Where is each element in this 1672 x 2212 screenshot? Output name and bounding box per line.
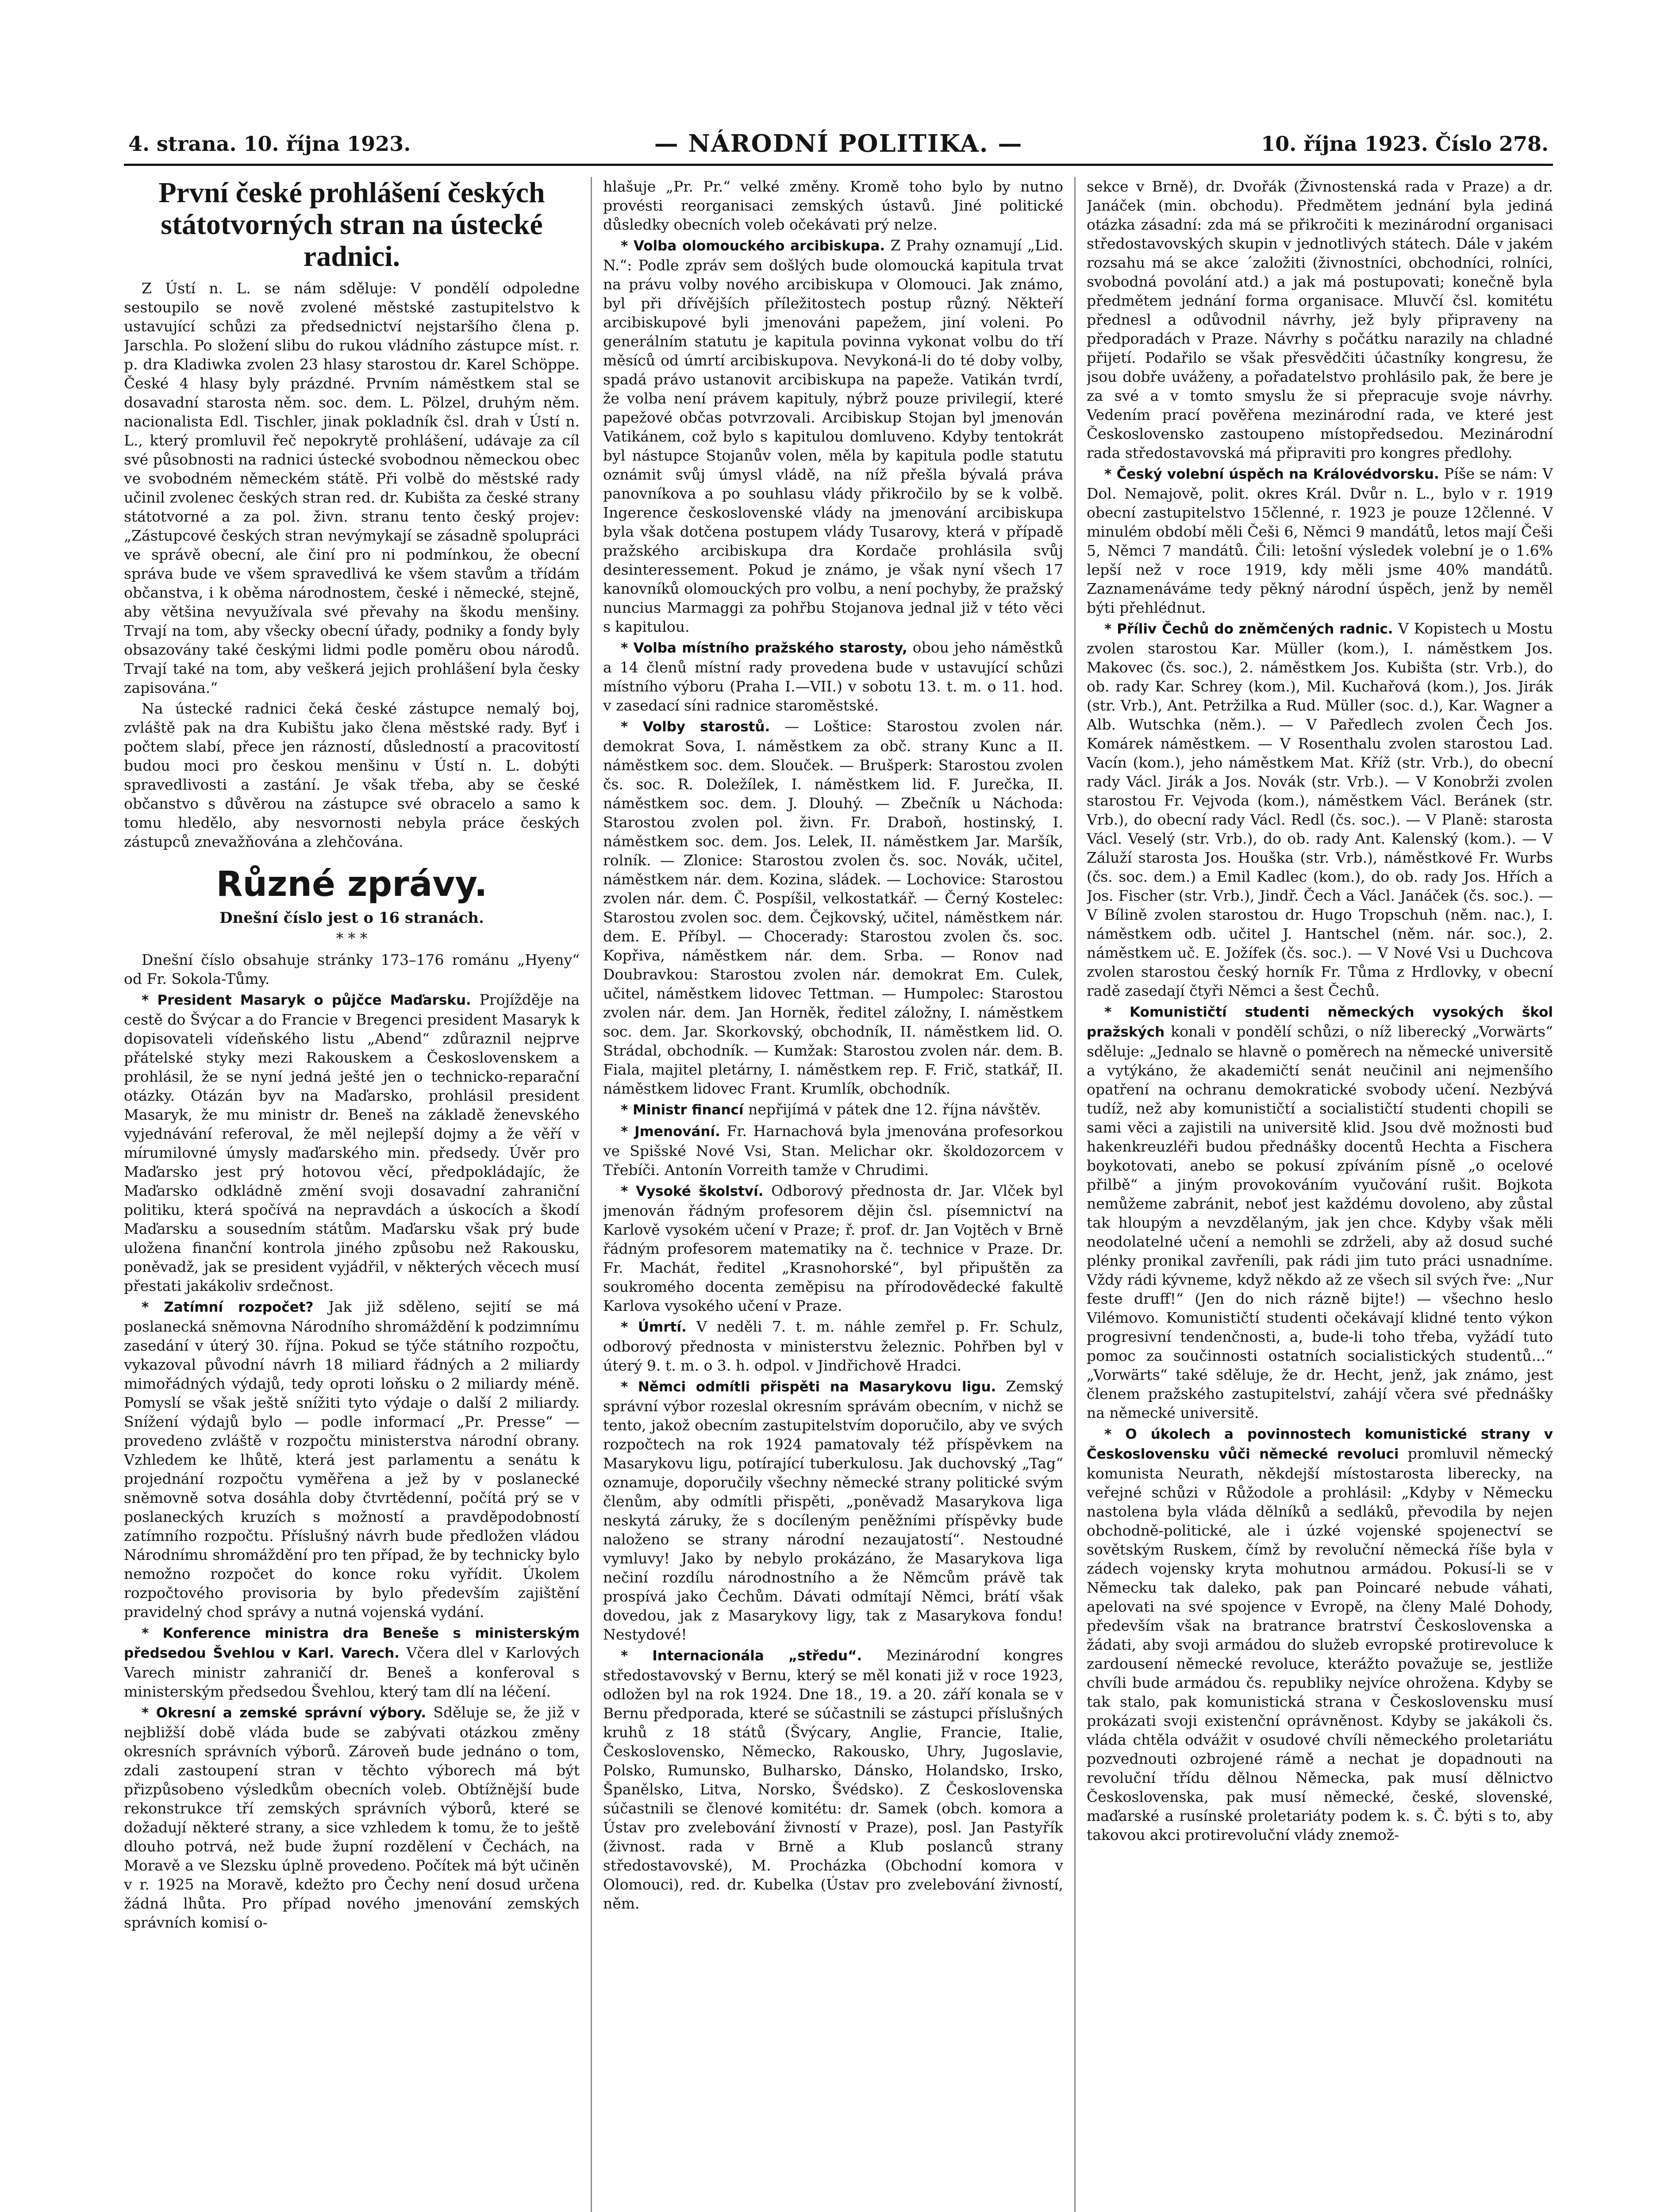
news-item-text: promluvil německý komunista Neurath, někdejší místostarosta libereckу, na veřejné schůzi v Růžodole a prohlásil: „Kdyby v Německu nastolena byla vláda dělníků a sedláků, převodila by nejen obchodně-politické, ale i úzké vojenské spojenectví se sovětským Ruskem, čímž by revoluční německá říše byla v zádech vojensky kryta mohutnou armádou. Pokusí-li se v Německu tak daleko, pak pan Poincaré nebude váhati, apelovati na své spojence v Evropě, na členy Malé Dohody, především však na bratrance bratrství Československa a žádati, aby svoji armádou do služeb evropské protirevoluce k zardousení německé revoluce, kterážto považuje se, jestliže chvíli bude armádou čs. republiky nejvíce ohrožena. Kdyby se tak stalo, pak komunistická strana v Československu musí prokázati svoji existenční oprávněnost. Kdyby se jakákoli čs. vláda chtěla odvážit v osudové chvíli německého proletariátu pozvednouti ozbrojené rámě a nechat je dopadnouti na revoluční třídu dělnou Německa, pak musí dělnictvo Československa, pak musí německé, české, slovenské, maďarské a rusínské proletariáty podem k. s. Č. býti s to, aby takovou akci protirevoluční vlády znemož- xyxy=(1087,1445,1553,1843)
news-item: sekce v Brně), dr. Dvořák (Živnostenská rada v Praze) a dr. Janáček (min. obchodu). Předmětem jednání byla jediná otázka zásadní: zda má se přikročiti k mezinárodní organisaci středostavovských skupin v jednotlivých státech. Dále v jakém rozsahu má se akce ´založiti (živnostníci, obchodníci, rolníci, svobodná povolání atd.) a jak má postupovati; konečně byla předmětem jednání forma organisace. Mluvčí čsl. komitétu přednesl a odůvodnil návrhy, jež byly připraveny na předporadách v Praze. Návrhy s počátku narazily na chladné přijetí. Podařilo se však přesvědčiti účastníky kongresu, že jsou dobře uváženy, a pořadatelstvo prohlásilo pak, že bere je za své a v tomto smyslu že si přepracuje svoje návrhy. Vedením prací pověřena mezinárodní rada, ve které jest Československo zastoupeno místopředsedou. Mezinárodní rada středostavovská má připraviti pro kongres předlohy. xyxy=(1087,178,1553,461)
column-3 xyxy=(1087,177,1553,2212)
news-item-text: Sděluje se, že již v nejbližší době vláda bude se zabývati otázkou změny okresních správních výborů. Zároveň bude jednáno o tom, zdali zastoupení stran v těchto výborech má být přizpůsobeno výsledkům obecních voleb. Obtížnější bude rekonstrukce tří zemských správních výborů, které se dožadují některé strany, a sice vzhledem k tomu, že to ještě dlouho potrvá, než bude župní rozdělení v Čechách, na Moravě a ve Slezsku úplně provedeno. Počítek má být učiněn v r. 1925 na Moravě, kdežto pro Čechy není dosud určena žádná lhůta. Pro případ nového jmenování zemských správních komisí o- xyxy=(124,1704,580,1931)
news-item xyxy=(603,638,1063,715)
issue-date-number: 10. října 1923. Číslo 278. xyxy=(1261,132,1549,156)
news-item-text: Zemský správní výbor rozeslal okresním správám obecním, v nichž se tento, jakož obecním zastupitelstvím doporučilo, aby ve svých rozpočtech na rok 1924 pamatovaly též příspěvkem na Masarykovu ligu, potírající tuberkulosu. Jak duchovský „Tag“ oznamuje, doporučily všechny německé strany politické svým členům, aby odmítli přispěti, „poněvadž Masarykova liga neskytá záruky, že s docíleným peněžními příspěvky bude naloženo se strany národní nezaujatostí“. Nestoudné vymluvy! Jako by nebylo prokázáno, že Masarykova liga nečiní rozdílu národnostního a že Němcům právě tak prospívá jako Čechům. Dávati odmítají Němci, brátí však dovedou, jak z Masarykovy ligy, tak z Masarykova fondu! Nestydové! xyxy=(603,1378,1063,1643)
news-item xyxy=(603,1181,1063,1315)
news-item xyxy=(603,717,1063,1098)
news-item-text: Projížděje na cestě do Švýcar a do Francie v Bregenci president Masaryk k dopisovateli vídeňského listu „Abend“ zdůraznil nejprve přátelské styky mezi Rakouskem a Československem a prohlásil, že se nyní jedná ješté jen o technicko-reparační otázky. Otázán byv na Maďarsko, prohlásil president Masaryk, že mu ministr dr. Beneš na základě ženevského vyjednávání referoval, že měl nejlepší dojmy a že věří v mírumilovné úmysly maďarského min. předsedy. Úvěr pro Maďarsko jest prý hotovou věcí, předpokládajíc, že Maďarsko odkládně změní svoji dosavadní zahraniční politiku, která spočívá na nepravdách a úskocích a škodí Maďarsku a sousedním státům. Maďarsku však prý bude uložena finanční kontrola jiného způsobu než Rakousku, poněvadž, jak se president vyjádřil, v některých věcech musí přestati jakákoliv srdečnost. xyxy=(124,991,580,1294)
article-headline: První české prohlášení českých státotvorných stran na ústecké radnici. xyxy=(158,177,545,273)
news-item-text: Z Prahy oznamují „Lid. N.“: Podle zpráv sem došlých bude olomoucká kapitula trvat na právu volby nového arcibiskupa v Olomouci. Jak známo, byl při dřívějších příležitostech postup různý. Někteří arcibiskupové byli jmenováni papežem, jiní voleni. Po generálním statutu je kapitula povinna vykonat volbu do tří měsíců od úmrtí arcibiskupova. Nevykoná-li do té doby volby, spadá právo ustanovit arcibiskupa na papeže. Vatikán tvrdí, že volba není právem kapituly, nýbrž pouze privilegií, které papežové občas potvrzovali. Arcibiskup Stojan byl jmenován Vatikánem, což bylo s kapitulou domluveno. Kdyby tentokrát byl nástupce Stojanův volen, měla by kapitula podle statutu oznámit svůj úmysl vládě, na níž přešla bývalá práva panovníkova a po souhlasu vlády přikročilo by se k volbě. Ingerence československé vlády na jmenování arcibiskupa byla však dotčena postupem vlády Tusarovy, která v případě pražského arcibiskupa dra Kordače prohlásila svůj desinteressement. Pokud je známo, je však nyní všech 17 kanovníků olomouckých pro volbu, a není pochyby, že pražský nuncius Marmaggi za pohřbu Stojanova jednal již v této věci s kapitulou. xyxy=(603,237,1063,635)
news-item-heading: * President Masaryk o půjčce Maďarsku. xyxy=(142,992,471,1008)
news-item: Dnešní číslo obsahuje stránky 173–176 románu „Hyeny“ od Fr. Sokola-Tůmy. xyxy=(124,951,580,987)
news-item-heading: * Český volební úspěch na Královédvorsku. xyxy=(1104,466,1439,482)
article-paragraph: Na ústecké radnici čeká české zástupce nemalý boj, zvláště pak na dra Kubištu jako člena městské rady. Byť i počtem slabí, přece jen rázností, důsledností a pracovitostí budou moci pro českou menšinu v Ústí n. L. dobýti spravedlivosti a zastání. Je však třeba, aby se české občanstvo s důvěrou na zástupce své obracelo a samo k tomu hledělo, aby nesvornosti nebyla práce českých zástupců znevažňována a zlehčována. xyxy=(124,700,580,850)
column-2 xyxy=(603,177,1063,2212)
news-item-heading: * Internacionála „středu“. xyxy=(621,1648,862,1664)
news-item xyxy=(603,1121,1063,1179)
news-item-text: Mezinárodní kongres středostavovský v Bernu, který se měl konati již v roce 1923, odložen byl na rok 1924. Dne 18., 19. a 20. září konala se v Bernu předporada, které se súčastnili se zástupci příslušných kruhů z 18 států (Švýcary, Anglie, Francie, Italie, Československo, Německo, Rakousko, Uhry, Jugoslavie, Polsko, Rumunsko, Bulharsko, Dánsko, Holandsko, Irsko, Španělsko, Litva, Norsko, Švédsko). Z Československa súčastnili se členové komitétu: dr. Samek (obch. komora a Ústav pro zvelebování živností v Praze), posl. Jan Pastyřík (živnost. rada v Brně a Klub poslanců strany středostavovské), M. Procházka (Obchodní komora v Olomouci), red. dr. Kubelka (Ústav pro zvelebování živností, něm. xyxy=(603,1647,1063,1912)
news-item-heading: * Úmrtí. xyxy=(621,1319,687,1335)
news-item xyxy=(603,1317,1063,1375)
news-item-heading: * Volby starostů. xyxy=(621,719,770,735)
news-item-heading: * Volba místního pražského starosty, xyxy=(621,640,907,656)
news-item-heading: * Němci odmítli přispěti na Masarykovu ligu. xyxy=(621,1379,996,1395)
news-item-text: Odborový přednosta dr. Jar. Vlček byl jmenován řádným profesorem dějin čsl. písemnictví na Karlově vysokém učení v Praze; ř. prof. dr. Jan Vojtěch v Brně řádným profesorem matematiky na č. technice v Praze. Dr. Fr. Machát, ředitel „Krasnohorské“, byl připuštěn za soukromého docenta zeměpisu na přírodovědecké fakultě Karlova vysokého učení v Praze. xyxy=(603,1182,1063,1314)
section-heading: Různé zprávy. xyxy=(216,864,488,904)
news-item-heading: * Příliv Čechů do zněmčených radnic. xyxy=(1104,621,1393,637)
news-item xyxy=(603,1646,1063,1913)
news-item-text: Fr. Harnachová byla jmenována profesorkou ve Spišské Nové Vsi, Stan. Melichar okr. školdozorcem v Třebíči. Antonín Vorreith tamže v Chrudimi. xyxy=(603,1122,1063,1179)
separator-stars: * * * xyxy=(336,929,368,947)
page-number-date: 4. strana. 10. října 1923. xyxy=(128,132,411,156)
news-item-heading: * Ministr financí xyxy=(621,1102,744,1118)
news-item xyxy=(1087,619,1553,1000)
news-item-text: — Loštice: Starostou zvolen nár. demokrat Sova, I. náměstkem za obč. strany Kunc a II. náměstkem soc. dem. Slouček. — Brušperk: Starostou zvolen čs. soc. R. Doležílek, I. náměstkem lid. F. Jurečka, II. náměstkem soc. dem. J. Dlouhý. — Zbečník u Náchoda: Starostou zvolen pol. živn. Fr. Draboň, hostinský, I. náměstkem soc. dem. Jos. Lelek, II. náměstkem Jar. Maršík, rolník. — Zlonice: Starostou zvolen čs. soc. Novák, učitel, náměstkem nár. dem. Kozina, sládek. — Lochovice: Starostou zvolen nár. dem. Č. Pospíšil, velkostatkář. — Černý Kostelec: Starostou zvolen soc. dem. Čejkovský, učitel, náměstkem nár. dem. E. Příbyl. — Chocerady: Starostou zvolen čs. soc. Kopřiva, náměstkem nár. dem. Srba. — Ronov nad Doubravkou: Starostou zvolen nár. demokrat Em. Culek, učitel, náměstkem lidovec Tettman. — Humpolec: Starostou zvolen nár. dem. Jan Horněk, ředitel záložny, I. náměstkem soc. dem. Jar. Skorkovský, obchodník, II. náměstkem lid. O. Strádal, obchodník. — Kumžak: Starostou zvolen nár. dem. B. Fiala, majitel pletárny, I. náměstkem rep. F. Frič, statkář, II. náměstkem lidovec Frant. Krumlík, obchodník. xyxy=(603,718,1063,1097)
news-item xyxy=(1087,1002,1553,1422)
news-item-heading: * Konference ministra dra Beneše s ministerským předsedou Švehlou v Karl. Varech. xyxy=(124,1625,580,1661)
news-item-heading: * Vysoké školství. xyxy=(621,1183,764,1199)
news-item-text: obou jeho náměstků a 14 členů místní rady provedena bude v ustavující schůzi místního výboru (Praha I.—VII.) v sobotu 13. t. m. o 11. hod. v zasedací síni radnice staroměstské. xyxy=(603,639,1063,714)
news-item xyxy=(124,990,580,1295)
news-item xyxy=(1087,1424,1553,1844)
news-item-heading: * Zatímní rozpočet? xyxy=(142,1299,314,1315)
column-1 xyxy=(124,177,580,2212)
page-header xyxy=(124,124,1553,166)
article-paragraph: Z Ústí n. L. se nám sděluje: V pondělí odpoledne sestoupilo se nově zvolené městské zastupitelstvo k ustavující schůzi za předsednictví nejstaršího člena p. Jarschla. Po složení slibu do rukou vládního zástupce míst. r. p. dra Kladiwka zvolen 23 hlasy starostou dr. Karel Schöppe. České 4 hlasy byly prázdné. Prvním náměstkem stal se dosavadní starosta něm. soc. dem. L. Pölzel, druhým něm. nacionalista Edl. Tischler, jinak pokladník čsl. drah v Ústí n. L., který promluvil řeč nepokrytě prohlášení, udávaje za cíl své působnosti na radnici ústecké svobodnou německou obec ve svobodném německém státě. Při volbě do městské rady učinil zvolenec českých stran red. dr. Kubišta za české strany státotvorné a za pol. živn. stranu tento český projev: „Zástupcové českých stran nevýmykají se zásadně spolupráci ve správě obecní, ale činí pro ni podmínkou, že obecní správa bude ve všem spravedlivá ke všem stavům a třídám občanstva, i k oběma národnostem, české i německé, stejně, aby většina nevyužívala své převahy na škodu menšiny. Trvají na tom, aby všecky obecní úřady, podniky a fondy byly obsazovány také českými lidmi podle poměru obou národů. Trvají také na tom, aby veškerá jejich prohlášení byla česky zapisována.“ xyxy=(124,280,580,696)
news-item-text: Včera dlel v Karlových Varech ministr zahraničí dr. Beneš a konferoval s ministerským předsedou Švehlou, který tam dlí na léčení. xyxy=(124,1644,580,1700)
section-subheading: Dnešní číslo jest o 16 stranách. xyxy=(219,909,484,927)
news-item xyxy=(603,1100,1063,1120)
news-item-text: Jak již sděleno, sejití se má poslanecká sněmovna Národního shromáždění k podzimnímu zasedání v úterý 30. října. Pokud se týče státního rozpočtu, vykazoval původní návrh 18 miliard řádných a 2 miliardy mimořádných výdajů, tedy oproti loňsku o 2 miliardy méně. Pomyslí se však ještě snížiti tyto výdaje o další 2 miliardy. Snížení výdajů bylo — podle informací „Pr. Presse“ — provedeno zvláště v rozpočtu ministerstva národní obrany. Vzhledem ke lhůtě, která jest parlamentu a senátu k projednání rozpočtu vyměřena a jež by v poslanecké sněmovně sotva dosáhla doby čtvrtědenní, počítá prý se v poslaneckých kruzích s možností a pravděpodobností zatímního rozpočtu. Příslušný návrh bude předložen vládou Národnímu shromáždění pro ten případ, že by technicky bylo nemožno rozpočet do konce roku vyřídit. Úkolem rozpočtového provisoria by bylo především zajištění pravidelný chod správy a nutná vojenská vydání. xyxy=(124,1298,580,1621)
news-item xyxy=(603,236,1063,636)
column-divider-1 xyxy=(591,177,592,2212)
news-item: hlašuje „Pr. Pr.“ velké změny. Kromě toho bylo by nutno provésti reorganisaci zemských ústavů. Jiné politické důsledky obecních voleb očekávati prý nelze. xyxy=(603,178,1063,233)
news-item-text: V Kopistech u Mostu zvolen starostou Kar. Müller (kom.), I. náměstkem Jos. Makovec (čs. soc.), 2. náměstkem Jos. Kubišta (str. Vrb.), do ob. rady Kar. Schrey (kom.), Mil. Kuchařová (kom.), Jos. Jirák (str. Vrb.), Ant. Petržilka a Rud. Müller (soc. d.), Kar. Wagner a Alb. Wutschka (něm.). — V Paředlech zvolen Čech Jos. Komárek náměstkem. — V Rosenthalu zvolen starostou Lad. Vacín (kom.), jeho náměstkem Mat. Kříž (str. Vrb.), do obecní rady Václ. Jirák a Jos. Novák (str. Vrb.). — V Konobrži zvolen starostou Fr. Vejvoda (kom.), náměstkem Václ. Beránek (str. Vrb.), do obecní rady Václ. Redl (čs. soc.). — V Planě: starosta Václ. Veselý (str. Vrb.), do ob. rady Ant. Kalenský (kom.). — V Záluží starosta Jos. Houška (str. Vrb.), náměstkové Fr. Wurbs (čs. soc. dem.) a Emil Kadlec (kom.), do ob. rady Jos. Hřích a Jos. Fischer (str. Vrb.), Jindř. Čech a Václ. Janáček (čs. soc.). — V Bílině zvolen starostou dr. Hugo Tropschuh (něm. nac.), I. náměstkem odb. učitel J. Hantschel (něm. nár. soc.), 2. náměstkem uč. E. Jožífek (čs. soc.). — V Nové Vsi u Duchcova zvolen starostou český horník Fr. Tůma z Hrdlovky, v obecní radě zasedají čtyři Němci a šest Čechů. xyxy=(1087,620,1553,999)
news-item-heading: * Jmenování. xyxy=(621,1124,720,1140)
news-item-heading: * O úkolech a povinnostech komunistické strany v Československu vůči německé revoluci xyxy=(1087,1426,1553,1462)
news-item-heading: * Okresní a zemské správní výbory. xyxy=(142,1705,427,1721)
news-item xyxy=(124,1297,580,1621)
news-item xyxy=(124,1623,580,1701)
news-item-text: nepřijímá v pátek dne 12. října návštěv. xyxy=(748,1101,1041,1118)
news-item-text: V neděli 7. t. m. náhle zemřel p. Fr. Schulz, odborový přednosta v ministerstvu železnic. Pohřben byl v úterý 9. t. m. o 3. h. odpol. v Jindřichově Hradci. xyxy=(603,1318,1063,1374)
news-item-heading: * Komunističtí studenti německých vysokých škol pražských xyxy=(1087,1004,1553,1040)
news-item xyxy=(124,1703,580,1932)
news-item xyxy=(1087,464,1553,617)
newspaper-page xyxy=(124,124,1553,2212)
news-item-heading: * Volba olomouckého arcibiskupa. xyxy=(621,238,885,254)
masthead-title: — NÁRODNÍ POLITIKA. — xyxy=(654,129,1023,157)
news-item-text: konali v pondělí schůzi, o níž liberecký „Vorwärts“ sděluje: „Jednalo se hlavně o poměrech na německé universitě a vytýkáno, že akademičtí senát neučinil ani nejmenšího opatření na ochranu demokratické svobody učení. Nezbývá tudíž, než aby komunističtí a socialističtí studenti chopili se sami věci a zajistili na universitě klid. Jsou dvě možnosti buď hakenkreuzléři budou přednášky docentů Hechta a Fischera boykotovati, anebo se pokusí zpíváním písně „o ocelové přilbě“ a jiným provokováním vyučování rušit. Bojkota nemůžeme zabránit, neboť jest každému dovoleno, aby zůstal tak hloupým a nevzdělaným, jak jen chce. Kdyby však měli neodolatelné učení a nemohli se zdrželi, aby až dosud suché plénky pronikal zavřeníli, pak rádi jim tuto práci usnadníme. Vždy rádi kývneme, když někdo až ze všech sil svých řve: „Nur feste druff!“ (Jen do nich rázně bijte!) — všechno heslo Vilémovo. Komunističtí studenti očekávají klidné tento výkon progresivní tendenčnosti, a, bude-li toho třeba, vyžádí tuto pomoc za součinnosti ostatních socialistických studentů...“ „Vorwärts“ také sděluje, že dr. Hecht, jenž, jak známo, jest členem pražského zastupitelství, zahájí včera své přednášky na německé universitě. xyxy=(1087,1023,1553,1421)
column-divider-2 xyxy=(1074,177,1076,2212)
news-item-text: Píše se nám: V Dol. Nemajově, polit. okres Král. Dvůr n. L., bylo v r. 1919 obecní zastupitelstvo 15členné, r. 1923 je pouze 12členné. V minulém období měli Češi 6, Němci 9 mandátů, letos mají Češi 5, Němci 7 mandátů. Čili: letošní výsledek volební je o 1.6% lepší než v roce 1919, kdy měli jsme 40% mandátů. Zaznamenáváme tedy pěkný národní úspěch, jenž by neměl býti přehlédnut. xyxy=(1087,465,1553,616)
news-item xyxy=(603,1377,1063,1644)
